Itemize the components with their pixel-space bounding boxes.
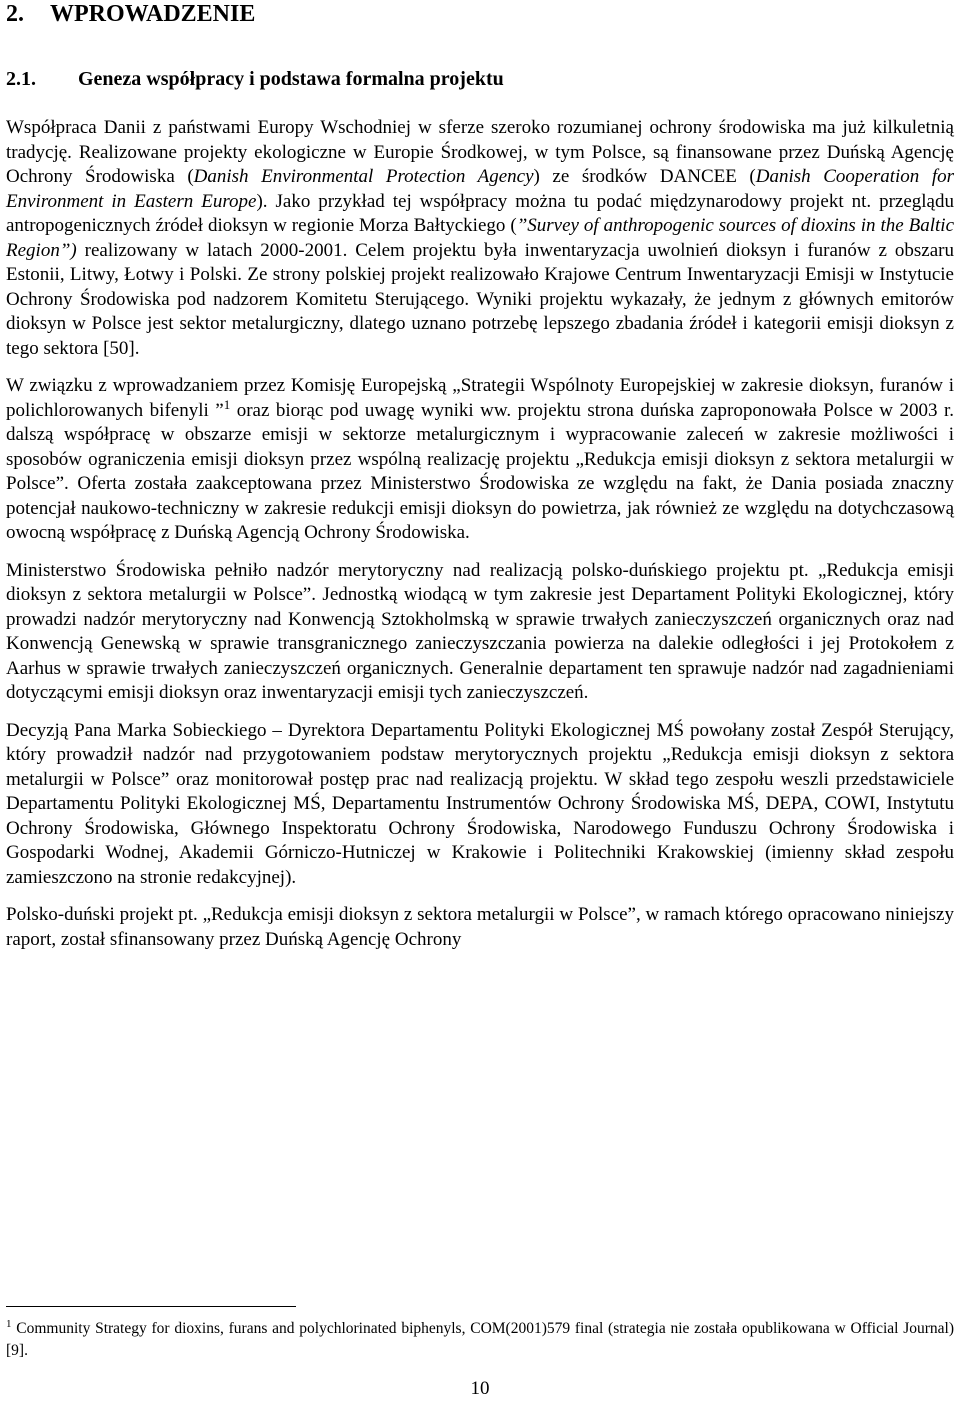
body-text bbox=[6, 116, 954, 965]
p1-text-c: ). Jako przykład tej współpracy można tu podać międzynarodowy projekt nt. przeglądu antropogenicznych źródeł dioksyn w regionie Morza Bałtyckiego ( bbox=[6, 190, 954, 236]
document-page bbox=[6, 0, 954, 1407]
p1-italic-survey: ”Survey of anthropogenic sources of dioxins in the Baltic Region”) bbox=[6, 215, 955, 261]
footnote-reference[interactable]: 1 bbox=[223, 396, 231, 412]
p1-text-a: Współpraca Danii z państwami Europy Wschodniej w sferze szeroko rozumianej ochrony środowiska ma już kilkuletnią tradycję. Realizowane projekty ekologiczne w Europie Środkowej, w tym Polsce, są finansowane przez Duńską Agencję Ochrony Środowiska ( bbox=[6, 117, 954, 187]
p1-text-b: ) ze środków DANCEE ( bbox=[533, 166, 756, 187]
p2-text-b: oraz biorąc pod uwagę wyniki ww. projektu strona duńska zaproponowała Polsce w 2003 r. dalszą współpracę w obszarze emisji w sektorze metalurgicznym i wypracowanie zaleceń w zakresie możliwości i sposobów ograniczenia emisji dioksyn przez wspólną realizację projektu „Redukcja emisji dioksyn z sektora metalurgii w Polsce”. Oferta została zaakceptowana przez Ministerstwo Środowiska ze względu na fakt, że Dania posiada znaczny potencjał naukowo-techniczny w zakresie redukcji emisji dioksyn do powietrza, jak również ze względu na dotychczasową owocną współpracę z Duńską Agencją Ochrony Środowiska. bbox=[6, 399, 955, 543]
paragraph-3: Ministerstwo Środowiska pełniło nadzór merytoryczny nad realizacją polsko-duńskiego projektu pt. „Redukcja emisji dioksyn z sektora metalurgii w Polsce”. Jednostką wiodącą w tym zakresie jest Departament Polityki Ekologicznej, który prowadzi nadzór merytoryczny nad Konwencją Sztokholmską w sprawie trwałych zanieczyszczeń organicznych oraz nad Konwencją Genewską w sprawie transgranicznego zanieczyszczania powierza na dalekie odległości i jej Protokołem z Aarhus w sprawie trwałych zanieczyszczeń organicznych. Generalnie departament ten sprawuje nadzór nad zagadnieniami dotyczącymi emisji dioksyn oraz inwentaryzacji emisji tych zanieczyszczeń. bbox=[6, 559, 954, 703]
paragraph-2 bbox=[6, 374, 954, 546]
footnote-text: Community Strategy for dioxins, furans and polychlorinated biphenyls, COM(2001)579 final (strategia nie została opublikowana w Official Journal) [9]. bbox=[6, 1320, 954, 1359]
section-number: 2.1. bbox=[6, 68, 36, 90]
section-title: Geneza współpracy i podstawa formalna projektu bbox=[78, 68, 504, 90]
paragraph-5: Polsko-duński projekt pt. „Redukcja emisji dioksyn z sektora metalurgii w Polsce”, w ramach którego opracowano niniejszy raport, został sfinansowany przez Duńską Agencję Ochrony bbox=[6, 904, 954, 950]
paragraph-4: Decyzją Pana Marka Sobieckiego – Dyrektora Departamentu Polityki Ekologicznej MŚ powołany został Zespół Sterujący, który prowadził nadzór nad przygotowaniem podstaw merytorycznych projektu „Redukcja emisji dioksyn z sektora metalurgii w Polsce” oraz monitorował postęp prac nad realizacją projektu. W skład tego zespołu weszli przedstawiciele Departamentu Polityki Ekologicznej MŚ, Departamentu Instrumentów Ochrony Środowiska MŚ, DEPA, COWI, Instytutu Ochrony Środowiska, Głównego Inspektoratu Ochrony Środowiska, Narodowego Funduszu Ochrony Środowiska i Gospodarki Wodnej, Akademii Górniczo-Hutniczej w Krakowie i Politechniki Krakowskiej (imienny skład zespołu zamieszczono na stronie redakcyjnej). bbox=[6, 719, 954, 888]
section-heading bbox=[6, 66, 504, 92]
chapter-heading bbox=[6, 0, 255, 28]
p1-text-d: realizowany w latach 2000-2001. Celem projektu była inwentaryzacja uwolnień dioksyn i furanów z obszaru Estonii, Litwy, Łotwy i Polski. Ze strony polskiej projekt realizowało Krajowe Centrum Inwentaryzacji Emisji w Instytucie Ochrony Środowiska pod nadzorem Komitetu Sterującego. Wyniki projektu wykazały, że jednym z głównych emitorów dioksyn w Polsce jest sektor metalurgiczny, dlatego uznano potrzebę lepszego zbadania źródeł i kategorii emisji dioksyn z tego sektora [50]. bbox=[6, 239, 954, 359]
p1-italic-agency: Danish Environmental Protection Agency bbox=[193, 166, 534, 187]
page-number: 10 bbox=[470, 1378, 490, 1399]
chapter-title: WPROWADZENIE bbox=[50, 1, 256, 27]
footnote-marker: 1 bbox=[6, 1318, 12, 1330]
footnote bbox=[6, 1318, 954, 1362]
p2-text-a: W związku z wprowadzaniem przez Komisję Europejską „Strategii Wspólnoty Europejskiej w zakresie dioksyn, furanów i polichlorowanych bifenyli ” bbox=[6, 375, 954, 421]
footnote-separator bbox=[6, 1306, 296, 1307]
p1-italic-dancee: Danish Cooperation for Environment in Eastern Europe bbox=[6, 166, 955, 212]
chapter-number: 2. bbox=[6, 1, 24, 27]
paragraph-1 bbox=[6, 116, 954, 361]
